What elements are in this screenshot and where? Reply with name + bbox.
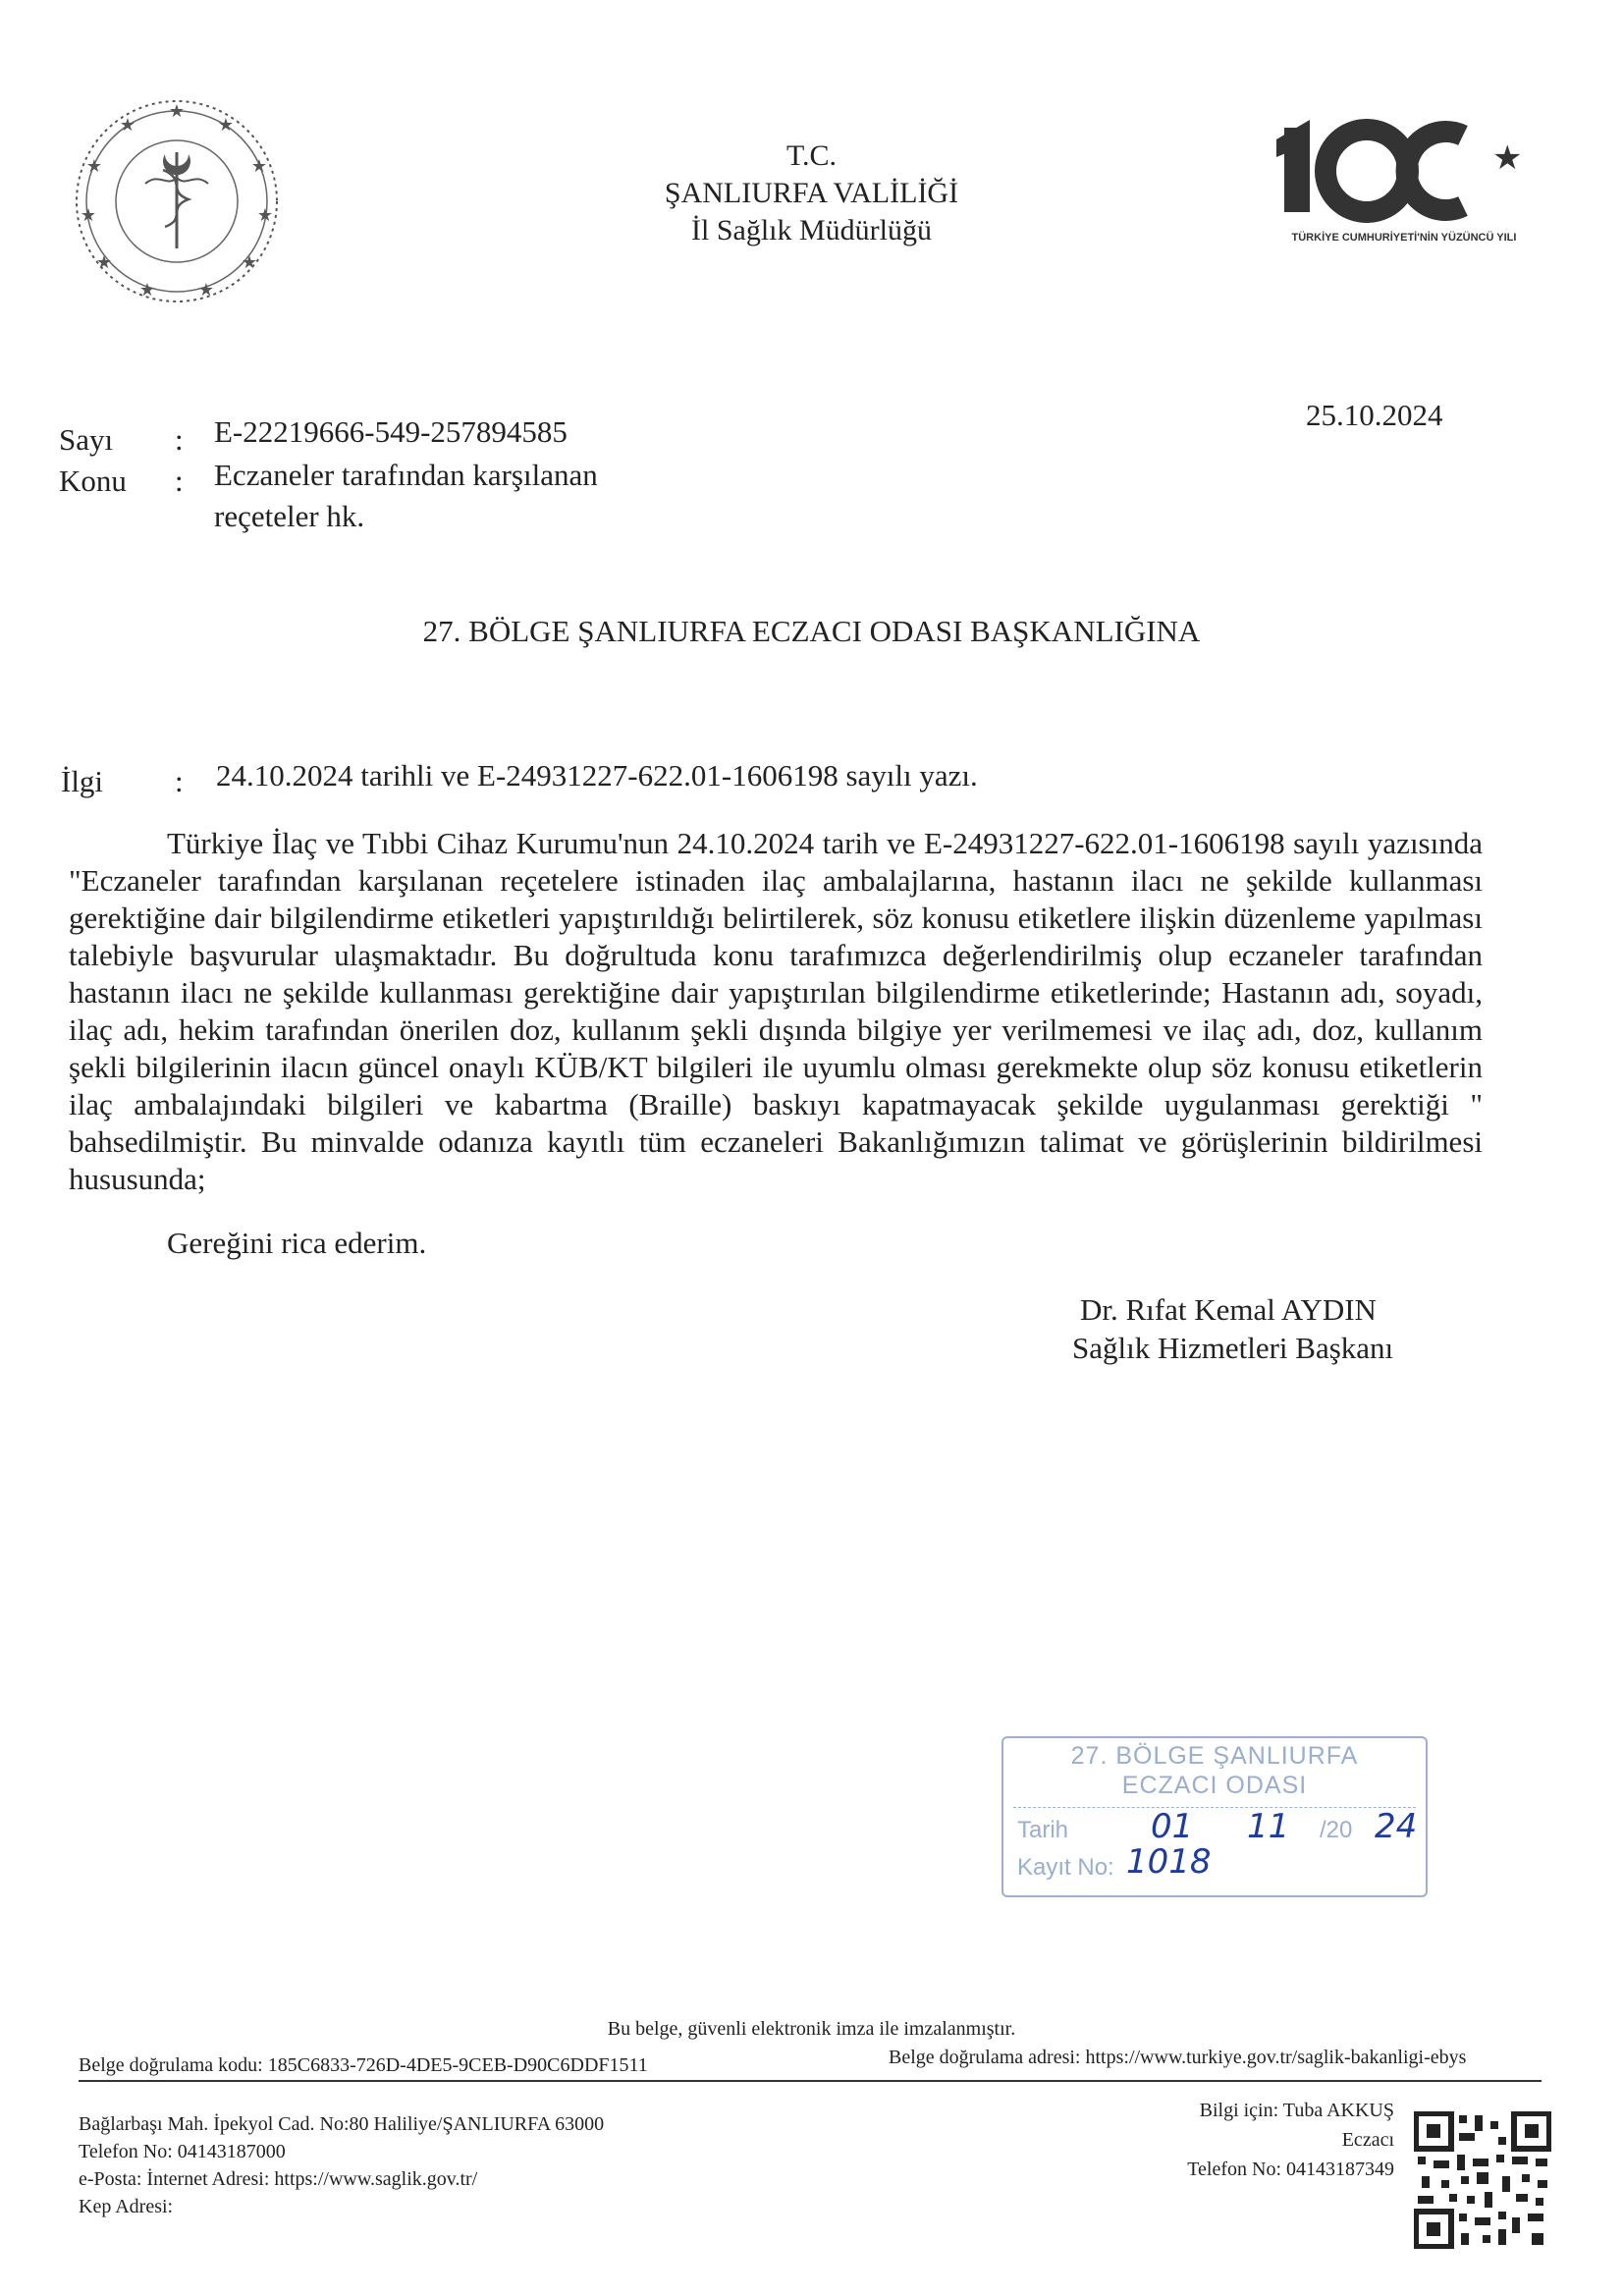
footer-divider xyxy=(79,2080,1542,2082)
svg-text:★: ★ xyxy=(241,252,258,273)
centennial-logo xyxy=(1276,108,1532,265)
svg-text:★: ★ xyxy=(138,280,156,301)
centennial-caption: TÜRKİYE CUMHURİYETİ'NİN YÜZÜNCÜ YILI xyxy=(1291,232,1517,244)
registration-stamp xyxy=(1001,1736,1428,1897)
body-paragraph-text: Türkiye İlaç ve Tıbbi Cihaz Kurumu'nun 24.10.2024 tarih ve E-24931227-622.01-1606198 sayılı yazısında "Eczaneler tarafından karşılanan reçetelere istinaden ilaç ambalajlarına, hastanın ilacı ne şekilde kullanması gerektiğine dair bilgilendirme etiketleri yapıştırıldığı belirtilerek, söz konusu etiketlere ilişkin düzenleme yapılması talebiyle başvurular ulaşmaktadır. Bu doğrultuda konu tarafımızca değerlendirilmiş olup eczaneler tarafından hastanın ilacı ne şekilde kullanması gerektiğine dair yapıştırılan bilgilendirme etiketlerinde; Hastanın adı, soyadı, ilaç adı, hekim tarafından önerilen doz, kullanım şekli dışında bilgiye yer verilmemesi ve ilaç adı, doz, kullanım şekli bilgilerinin ilacın güncel onaylı KÜB/KT bilgileri ile uyumlu olması gerekmekte olup söz konusu etiketlerin ilaç ambalajındaki bilgileri ve kabartma (Braille) baskıyı kapatmayacak şekilde uygulanması gerektiği " bahsedilmiştir. Bu minvalde odanıza kayıtlı tüm eczaneleri Bakanlığımızın talimat ve görüşlerinin bildirilmesi hususunda; xyxy=(69,826,1483,1196)
stamp-kayit-label: Kayıt No: xyxy=(1017,1854,1114,1881)
svg-text:★: ★ xyxy=(217,115,235,136)
body-paragraph xyxy=(69,825,1483,1198)
document-date: 25.10.2024 xyxy=(1306,398,1443,432)
svg-text:★: ★ xyxy=(250,156,268,177)
e-signature-note: Bu belge, güvenli elektronik imza ile imzalanmıştır. xyxy=(607,2018,1016,2040)
sayi-colon: : xyxy=(175,422,184,457)
footer-email-web: e-Posta: İnternet Adresi: https://www.saglik.gov.tr/ xyxy=(79,2168,478,2190)
header-directorate: İl Sağlık Müdürlüğü xyxy=(691,214,932,246)
verification-address: Belge doğrulama adresi: https://www.turkiye.gov.tr/saglik-bakanligi-ebys xyxy=(889,2047,1467,2068)
konu-value-line2: reçeteler hk. xyxy=(214,499,365,533)
signatory-name: Dr. Rıfat Kemal AYDIN xyxy=(1080,1292,1377,1327)
stamp-title-line2: ECZACI ODASI xyxy=(1121,1772,1308,1799)
konu-colon: : xyxy=(175,464,184,498)
svg-text:★: ★ xyxy=(256,205,274,226)
konu-label: Konu xyxy=(59,464,127,498)
footer-kep: Kep Adresi: xyxy=(79,2196,174,2217)
sayi-label: Sayı xyxy=(59,422,114,457)
signatory-title: Sağlık Hizmetleri Başkanı xyxy=(1072,1331,1394,1365)
svg-text:★: ★ xyxy=(1492,138,1523,178)
addressee: 27. BÖLGE ŞANLIURFA ECZACI ODASI BAŞKANLIĞINA xyxy=(422,614,1201,648)
sayi-value: E-22219666-549-257894585 xyxy=(214,414,568,449)
stamp-tarih-day: 01 xyxy=(1151,1807,1194,1846)
ilgi-value: 24.10.2024 tarihli ve E-24931227-622.01-1606198 sayılı yazı. xyxy=(216,758,978,793)
stamp-tarih-label: Tarih xyxy=(1017,1817,1069,1843)
qr-code-icon xyxy=(1414,2111,1551,2249)
stamp-tarih-month: 11 xyxy=(1247,1807,1290,1846)
svg-text:★: ★ xyxy=(197,280,215,301)
ilgi-colon: : xyxy=(175,764,184,798)
footer-phone: Telefon No: 04143187000 xyxy=(79,2141,286,2162)
ilgi-label: İlgi xyxy=(61,764,104,798)
info-contact: Bilgi için: Tuba AKKUŞ xyxy=(1199,2100,1394,2121)
konu-value-line1: Eczaneler tarafından karşılanan xyxy=(214,458,598,492)
svg-text:★: ★ xyxy=(95,252,113,273)
stamp-divider xyxy=(1013,1807,1416,1808)
stamp-tarih-year-prefix: /20 xyxy=(1320,1817,1353,1843)
info-role: Eczacı xyxy=(1341,2129,1394,2151)
svg-text:★: ★ xyxy=(85,156,103,177)
centennial-logo-icon xyxy=(1276,108,1532,226)
svg-text:★: ★ xyxy=(80,205,97,226)
verification-code: Belge doğrulama kodu: 185C6833-726D-4DE5-9CEB-D90C6DDF1511 xyxy=(79,2054,648,2076)
stamp-kayit-value: 1018 xyxy=(1126,1842,1212,1882)
svg-text:★: ★ xyxy=(119,115,136,136)
closing-line: Gereğini rica ederim. xyxy=(167,1226,427,1260)
header-tc: T.C. xyxy=(785,139,838,172)
header-governorship: ŞANLIURFA VALİLİĞİ xyxy=(664,177,959,209)
svg-text:★: ★ xyxy=(168,101,186,122)
footer-address: Bağlarbaşı Mah. İpekyol Cad. No:80 Haliliye/ŞANLIURFA 63000 xyxy=(79,2113,605,2135)
stamp-tarih-year-suffix: 24 xyxy=(1375,1807,1418,1846)
info-phone: Telefon No: 04143187349 xyxy=(1187,2159,1394,2180)
stamp-title-line1: 27. BÖLGE ŞANLIURFA xyxy=(1070,1742,1359,1770)
